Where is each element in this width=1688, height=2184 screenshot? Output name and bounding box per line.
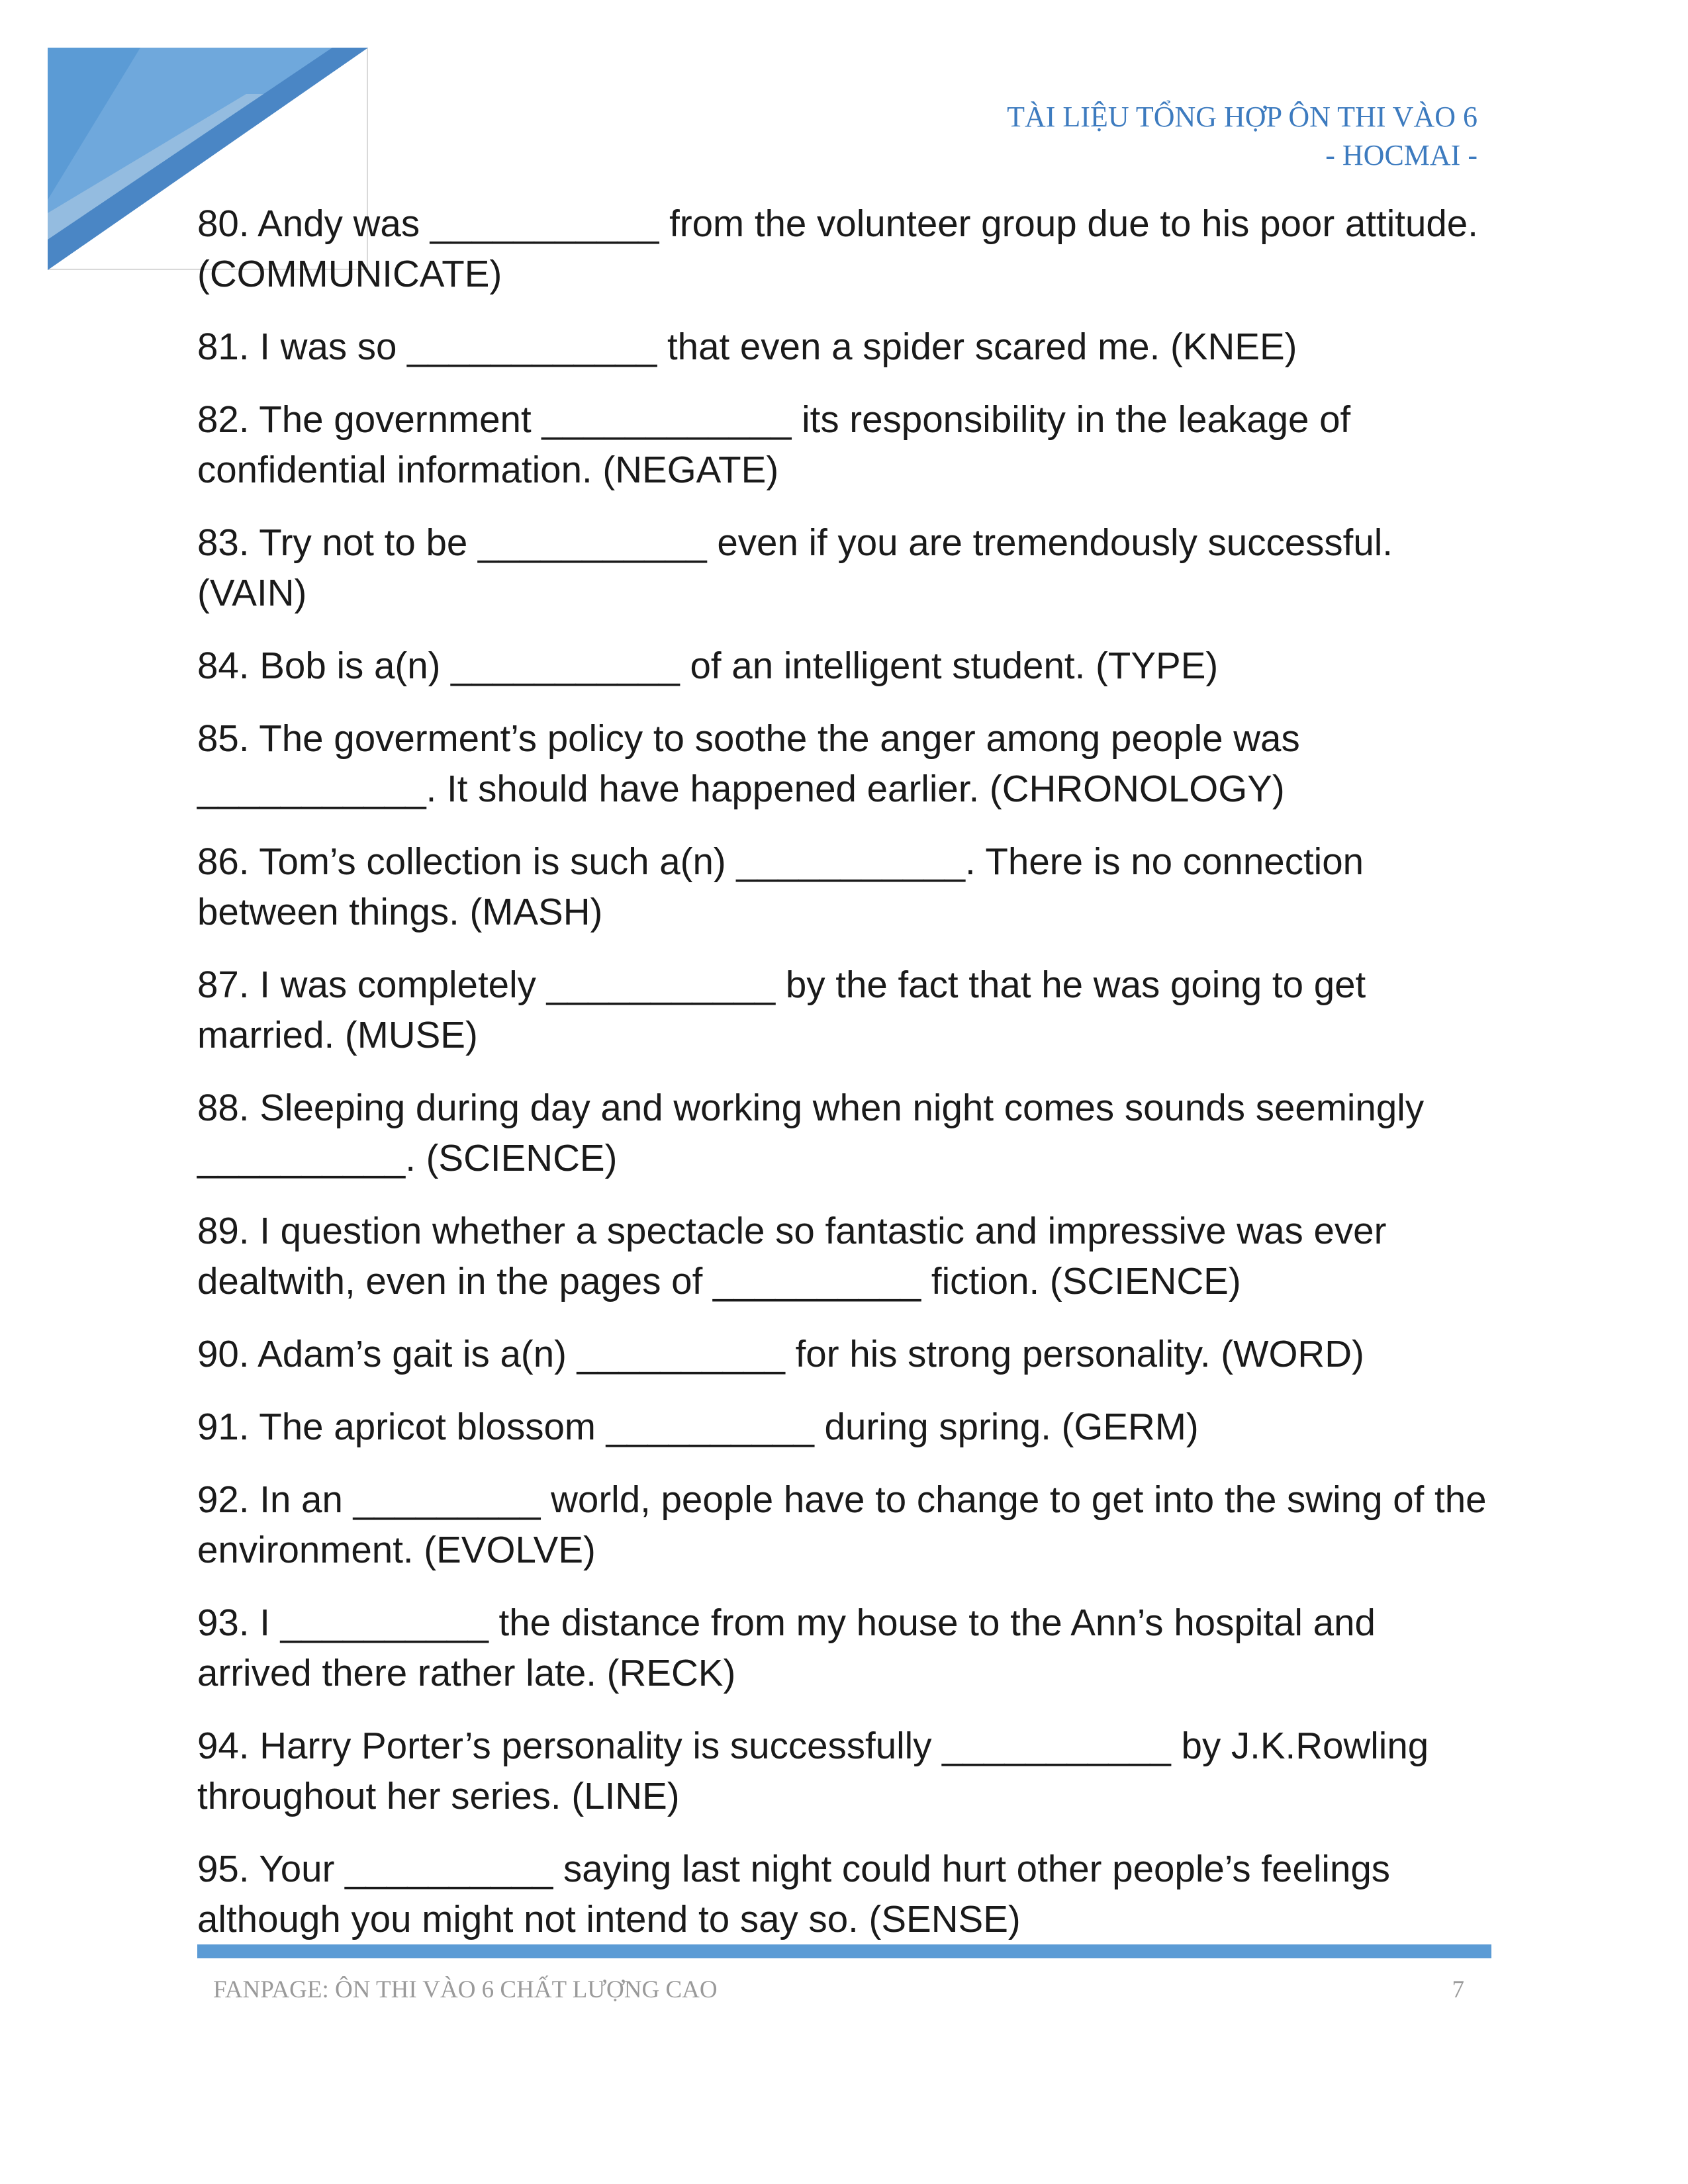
footer-fanpage: FANPAGE: ÔN THI VÀO 6 CHẤT LƯỢNG CAO	[213, 1976, 718, 2003]
header-subtitle: - HOCMAI -	[1325, 139, 1477, 171]
question-89: 89. I question whether a spectacle so fantastic and impressive was ever dealtwith, even in the pages of __________ fiction. (SCIENCE)	[197, 1210, 1387, 1302]
footer-rule	[197, 1944, 1491, 1958]
page-number: 7	[1452, 1976, 1464, 2003]
question-86: 86. Tom’s collection is such a(n) ___________. There is no connection between things. (MASH)	[197, 841, 1364, 933]
question-94: 94. Harry Porter’s personality is successfully ___________ by J.K.Rowling throughout her series. (LINE)	[197, 1725, 1429, 1817]
question-95: 95. Your __________ saying last night could hurt other people’s feelings although you might not intend to say so. (SENSE)	[197, 1848, 1391, 1940]
question-92: 92. In an _________ world, people have to change to get into the swing of the environment. (EVOLVE)	[197, 1479, 1487, 1570]
question-87: 87. I was completely ___________ by the fact that he was going to get married. (MUSE)	[197, 964, 1366, 1056]
question-91: 91. The apricot blossom __________ during spring. (GERM)	[197, 1406, 1199, 1447]
question-82: 82. The government ____________ its responsibility in the leakage of confidential information. (NEGATE)	[197, 398, 1351, 490]
question-84: 84. Bob is a(n) ___________ of an intelligent student. (TYPE)	[197, 645, 1219, 686]
question-list	[197, 199, 1491, 1967]
question-83: 83. Try not to be ___________ even if you are tremendously successful. (VAIN)	[197, 522, 1393, 614]
header-title: TÀI LIỆU TỔNG HỢP ÔN THI VÀO 6	[1007, 101, 1477, 133]
question-81: 81. I was so ____________ that even a spider scared me. (KNEE)	[197, 326, 1297, 367]
question-88: 88. Sleeping during day and working when night comes sounds seemingly __________. (SCIENCE)	[197, 1087, 1425, 1179]
question-85: 85. The goverment’s policy to soothe the anger among people was ___________. It should have happened earlier. (CHRONOLOGY)	[197, 717, 1300, 809]
document-header	[1007, 98, 1477, 175]
question-80: 80. Andy was ___________ from the volunteer group due to his poor attitude. (COMMUNICATE)	[197, 203, 1478, 295]
question-93: 93. I __________ the distance from my house to the Ann’s hospital and arrived there rather late. (RECK)	[197, 1602, 1376, 1694]
question-90: 90. Adam’s gait is a(n) __________ for his strong personality. (WORD)	[197, 1333, 1364, 1375]
